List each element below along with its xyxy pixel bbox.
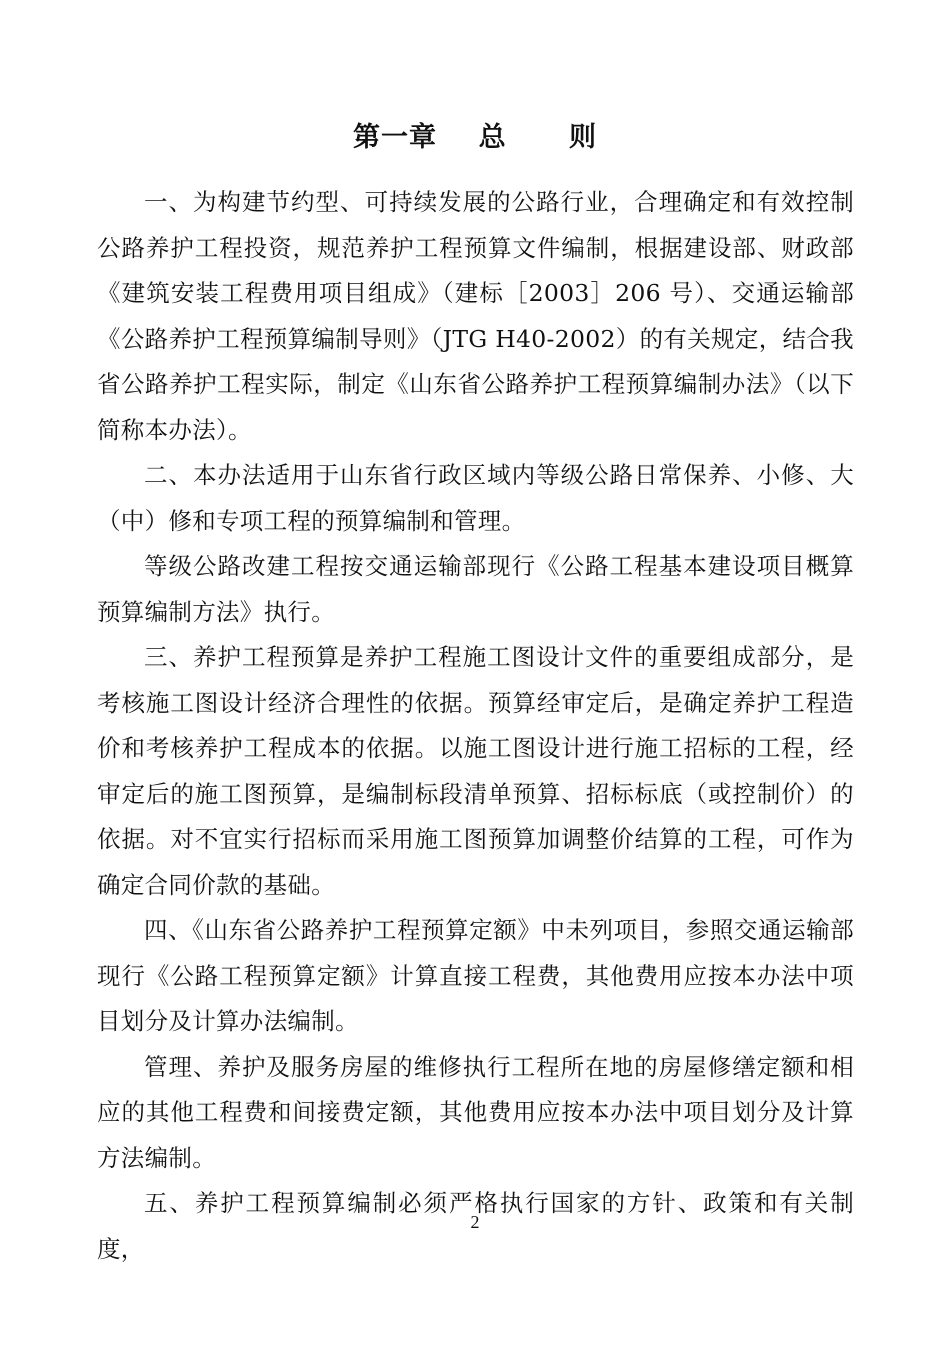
paragraph-article-5: 五、养护工程预算编制必须严格执行国家的方针、政策和有关制度， (97, 1189, 854, 1263)
paragraph-article-1: 一、为构建节约型、可持续发展的公路行业，合理确定和有效控制公路养护工程投资，规范养护工程预算文件编制，根据建设部、财政部《建筑安装工程费用项目组成》（建标［2003］206 号）、交通运输部《公路养护工程预算编制导则》（JTG H40-2002）的有关规定，结合我省公路养护工程实际，制定《山东省公路养护工程预算编制办法》（以下简称本办法）。 (97, 188, 854, 444)
page-number: 2 (470, 1212, 480, 1232)
chapter-title: 第一章 总 则 (353, 122, 597, 153)
paragraph-article-3: 三、养护工程预算是养护工程施工图设计文件的重要组成部分，是考核施工图设计经济合理性的依据。预算经审定后，是确定养护工程造价和考核养护工程成本的依据。以施工图设计进行施工招标的工程，经审定后的施工图预算，是编制标段清单预算、招标标底（或控制价）的依据。对不宜实行招标而采用施工图预算加调整价结算的工程，可作为确定合同价款的基础。 (97, 643, 854, 899)
body-text (97, 180, 854, 1272)
paragraph-article-4: 四、《山东省公路养护工程预算定额》中未列项目，参照交通运输部现行《公路工程预算定额》计算直接工程费，其他费用应按本办法中项目划分及计算办法编制。 (97, 916, 854, 1035)
paragraph-article-4-note: 管理、养护及服务房屋的维修执行工程所在地的房屋修缮定额和相应的其他工程费和间接费定额，其他费用应按本办法中项目划分及计算方法编制。 (97, 1052, 854, 1172)
paragraph-article-2-note: 等级公路改建工程按交通运输部现行《公路工程基本建设项目概算预算编制方法》执行。 (97, 552, 854, 626)
paragraph-article-2: 二、本办法适用于山东省行政区域内等级公路日常保养、小修、大（中）修和专项工程的预算编制和管理。 (97, 461, 854, 535)
